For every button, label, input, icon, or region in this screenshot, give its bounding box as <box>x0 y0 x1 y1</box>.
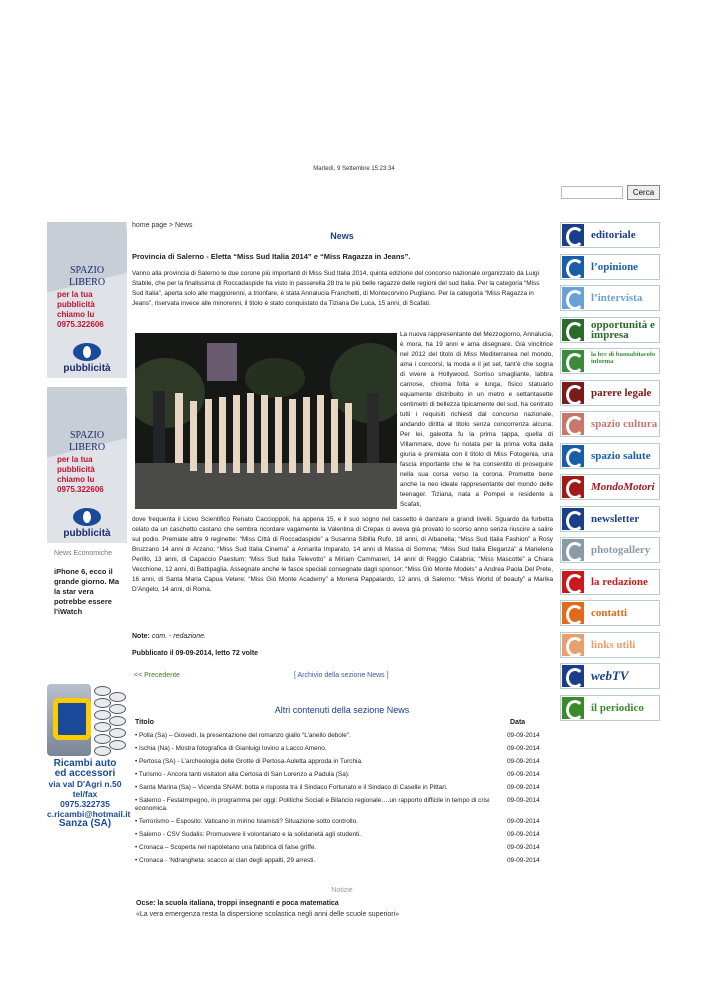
nav-photogallery[interactable]: photogallery <box>560 537 660 563</box>
notizie-label: Notizie <box>331 887 353 894</box>
q-icon <box>562 445 584 467</box>
q-icon <box>562 256 584 278</box>
nav-redazione[interactable]: la redazione <box>560 569 660 595</box>
article-title: Provincia di Salerno - Eletta “Miss Sud Italia 2014” e “Miss Ragazza in Jeans”. <box>132 252 411 261</box>
ad-banner-spazio-libero-2[interactable] <box>47 387 127 543</box>
search-button[interactable]: Cerca <box>627 185 660 200</box>
list-item[interactable]: • Terrorismo – Esposito: Vaticano in mirino Islamisti? Situazione sotto controllo. 09-09-2014 <box>135 818 540 825</box>
q-icon <box>562 571 584 593</box>
news-economiche-link[interactable]: iPhone 6, ecco il grande giorno. Ma la star vera potrebbe essere l'iWatch <box>54 567 120 616</box>
brand-logo-icon <box>109 740 126 750</box>
brand-logo-icon <box>109 728 126 738</box>
breadcrumb[interactable]: home page > News <box>132 222 193 229</box>
list-item[interactable]: • Pertosa (SA) - L’archeologia delle Grotte di Pertosa-Auletta approda in Turchia. 09-09-2014 <box>135 758 540 765</box>
ad-text-2: pubblicità <box>57 465 95 474</box>
list-item[interactable]: • Salerno - CSV Sodalis: Promuovere il volontariato e la solidarietà agli studenti. 09-09-2014 <box>135 831 540 838</box>
ad-title-line2: LIBERO <box>68 277 106 288</box>
brand-logo-icon <box>94 746 111 756</box>
q-icon <box>562 350 584 372</box>
q-icon <box>562 224 584 246</box>
notizie-headline[interactable]: Ocse: la scuola italiana, troppi insegnanti e poca matematica <box>136 900 339 907</box>
q-icon <box>562 508 584 530</box>
nav-mondomotori[interactable]: MondoMotori <box>560 474 660 500</box>
related-news-list <box>135 732 547 870</box>
nav-newsletter[interactable]: newsletter <box>560 506 660 532</box>
nav-opinione[interactable]: l’opinione <box>560 254 660 280</box>
ricambi-text: Ricambi auto ed accessori via val D'Agri n.50 tel/fax 0975.322735 c.ricambi@hotmail.it Sanza (SA) <box>47 758 131 829</box>
cr-logo-icon: CR <box>47 684 91 756</box>
pubblicita-logo-icon <box>73 508 101 526</box>
brand-logo-icon <box>109 716 126 726</box>
published-info: Pubblicato il 09-09-2014, letto 72 volte <box>132 650 259 657</box>
list-item[interactable]: • Salerno - FestaImpegno, in programma per oggi: Politiche Sociali e Bilancio regionale….un rapporto difficile in tempo di crisi economica. 09-09-2014 <box>135 797 540 812</box>
q-icon <box>562 319 584 341</box>
q-icon <box>562 476 584 498</box>
list-item[interactable]: • Cronaca - ‘Ndrangheta: scacco ai clan degli appalti, 29 arresti. 09-09-2014 <box>135 857 540 864</box>
list-item[interactable]: • Cronaca – Scoperta nel napoletano una fabbrica di false griffe. 09-09-2014 <box>135 844 540 851</box>
nav-intervista[interactable]: l’intervista <box>560 285 660 311</box>
nav-contatti[interactable]: contatti <box>560 600 660 626</box>
q-icon <box>562 697 584 719</box>
nav-opportunita-impresa[interactable]: opportunità e impresa <box>560 317 660 343</box>
section-title: News <box>330 231 354 241</box>
list-item[interactable]: • Turismo - Ancora tanti visitatori alla Certosa di San Lorenzo a Padula (Sa). 09-09-2014 <box>135 771 540 778</box>
ad-title-line1: SPAZIO <box>69 265 105 276</box>
ricambi-ad[interactable] <box>47 684 131 829</box>
right-nav <box>560 222 662 726</box>
q-icon <box>562 382 584 404</box>
q-icon <box>562 539 584 561</box>
q-icon <box>562 665 584 687</box>
ad-title-line1: SPAZIO <box>69 430 105 441</box>
ad-footer: pubblicità <box>63 528 111 539</box>
q-icon <box>562 287 584 309</box>
q-icon <box>562 634 584 656</box>
brand-logo-icon <box>109 692 126 702</box>
ad-text-3: chiamo lu <box>57 475 95 484</box>
ad-footer: pubblicità <box>63 363 111 374</box>
list-item[interactable]: • Polla (Sa) – Giovedì, la presentazione del romanzo giallo “L’anello debole”. 09-09-2014 <box>135 732 540 739</box>
article-paragraph-2: La nuova rappresentante del Mezzogiorno, Annalucia, è mora, ha 19 anni e ama disegnare. Già vincitrice nel 2012 del titolo di Miss Mediterranea nel mondo, ama i concorsi, la moda e il jet set, tant’è che sogna di vivere a Hollywood. Sorriso smagliante, labbra carnose, chioma folta e lunga, fisico statuario equamente distribuito in un metro e settantasette centimetri di bellezza tipicamente del sud, ha centrato tutti i requisiti richiesti dal concorso nazionale, andando diritta al titolo senza concorrenza alcuna. Per lei, galeotta fu la prima tappa, quella di Villammare, dove fu notata per la prima volta dalla giuria e premiata con il titolo di Miss Fotogenia, una fascia importante che le ha consentito di proseguire nella sua corsa verso la corona. Promette bene anche la neo ideale rappresentante del mondo delle teenager. Tiziana, nata a Pompei e residente a Scafati, <box>400 331 553 508</box>
ad-text-1: per la tua <box>57 290 93 299</box>
nav-webtv[interactable]: webTV <box>560 663 660 689</box>
related-section-title: Altri contenuti della sezione News <box>274 705 410 715</box>
column-header-date: Data <box>510 719 526 726</box>
notizie-subtitle: «La vera emergenza resta la dispersione scolastica negli anni delle scuole superiori» <box>136 911 400 918</box>
ad-title-line2: LIBERO <box>68 442 106 453</box>
search-input[interactable] <box>561 186 623 199</box>
nav-periodico[interactable]: il periodico <box>560 695 660 721</box>
nav-parere-legale[interactable]: parere legale <box>560 380 660 406</box>
ad-text-4: 0975.322606 <box>57 320 104 329</box>
archive-link[interactable]: [ Archivio della sezione News ] <box>294 672 389 679</box>
q-icon <box>562 413 584 435</box>
list-item[interactable]: • Santa Marina (Sa) – Vicenda SNAM: botta e risposta tra il Sindaco Fortunato e il Sindaco di Caselle in Pittari. 09-09-2014 <box>135 784 540 791</box>
nav-bcc-buonabitacolo[interactable]: la bcc di buonabitacolo informa <box>560 348 660 374</box>
nav-links-utili[interactable]: links utili <box>560 632 660 658</box>
pubblicita-logo-icon <box>73 343 101 361</box>
column-header-title: Titolo <box>135 719 154 726</box>
ad-text-4: 0975.322606 <box>57 485 104 494</box>
brand-logo-icon <box>109 704 126 714</box>
q-icon <box>562 602 584 624</box>
ad-text-3: chiamo lu <box>57 310 95 319</box>
list-item[interactable]: • Ischia (Na) - Mostra fotografica di Gianluigi Iovino a Lacco Ameno. 09-09-2014 <box>135 745 540 752</box>
news-economiche-label: News Economiche <box>54 550 112 557</box>
previous-link[interactable]: << Precedente <box>134 672 180 679</box>
ad-banner-spazio-libero[interactable] <box>47 222 127 378</box>
ad-text-2: pubblicità <box>57 300 95 309</box>
article-note: Note: com. - redazione. <box>132 633 206 640</box>
date-time: Martedì, 9 Settembre 15:23:34 <box>313 166 395 172</box>
article-paragraph-3: dove frequenta il Liceo Scientifico Renato Caccioppoli, ha appena 15, e il suo sogno nel cassetto è danzare a grandi livelli. Sguardo da furbetta celato da un caschetto castano che sembra ricordare vagamente la Valentina di Crepax ci aveva già provato lo scorso anno senza riuscire a salire sul podio. Premiate altre 9 reginette: “Miss Città di Roccadaspide” a Susanna Sibilla Rufo, 18 anni, di Albanella; “Miss Sud Italia Fashion” a Rosy Bruzzano 14 anni di Arzano; “Miss Sud Italia Cinema” a Annarita Imparato, 14 anni di Massa di Somma; “Miss Sud Italia Eleganza” a Marielena Perillo, 13 anni, di Capaccio Paestum; “Miss Sud Italia Televotto” a Miriam Cammareri, 14 anni di Reggio Calabria; “Miss Mascotte” a Chiara Vecchione, 12 anni, di Battipaglia. Assegnate anche le fasce speciali consegnate dagli sponsor: “Miss Giò Monte Models” a Andrea Paola Del Prete, 16 anni, di Santa Maria Capua Vetere; “Miss Giò Monte Academy” a Morena Pappalardo, 12 anni, di Salerno; “Miss World of beauty” a Marika D’Angelo, 14 anni, di Roma. <box>132 516 553 593</box>
nav-spazio-salute[interactable]: spazio salute <box>560 443 660 469</box>
ad-text-1: per la tua <box>57 455 93 464</box>
nav-spazio-cultura[interactable]: spazio cultura <box>560 411 660 437</box>
nav-editoriale[interactable]: editoriale <box>560 222 660 248</box>
article-paragraph-1: Vanno alla provincia di Salerno le due corone più importanti di Miss Sud Italia 2014, quinta edizione del concorso nazionale organizzato da Luigi Stabile, che per la finalissima di Roccadaspide ha visto in passerella 28 tra le più belle ragazze delle regioni del sud Italia. Per la categoria “Miss Sud Italia”, aperta solo alle maggiorenni, a trionfare, è stata Annalucia Franchetti, di Montecorvino Pugliano. Per la categoria “Miss Ragazza in Jeans”, riservata invece alle minorenni, il titolo è stato conquistato da Tiziana De Luca, 15 anni, di Scafati. <box>132 270 540 307</box>
article-photo <box>135 333 397 509</box>
